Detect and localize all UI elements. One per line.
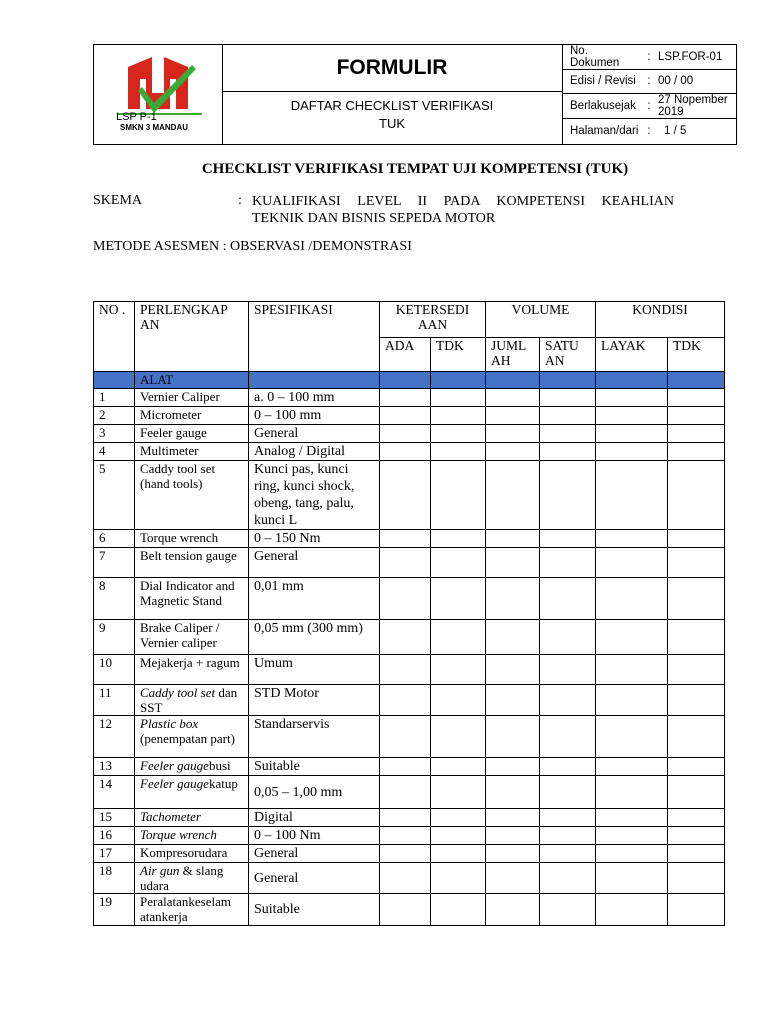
cell-tdk bbox=[431, 809, 486, 827]
table-row bbox=[94, 620, 725, 655]
cell-jumlah bbox=[486, 716, 540, 758]
logo-subtext: SMKN 3 MANDAU bbox=[120, 123, 188, 132]
cell-satuan bbox=[540, 894, 596, 926]
row-spec: Suitable bbox=[249, 758, 380, 776]
cell-tdk bbox=[431, 443, 486, 461]
header-jumlah: JUML AH bbox=[486, 338, 540, 372]
table-header-row bbox=[94, 302, 725, 338]
row-item: Feeler gauge bbox=[135, 425, 249, 443]
meta-halaman: Halaman/dari : 1 / 5 bbox=[562, 119, 736, 144]
meta-label: Halaman/dari bbox=[570, 124, 639, 137]
row-spec: 0,05 mm (300 mm) bbox=[249, 620, 380, 655]
row-spec: General bbox=[249, 863, 380, 894]
table-row bbox=[94, 530, 725, 548]
header-volume: VOLUME bbox=[486, 302, 596, 338]
cell-ada bbox=[380, 809, 431, 827]
cell-jumlah bbox=[486, 894, 540, 926]
row-number: 7 bbox=[94, 548, 135, 578]
row-item: Mejakerja + ragum bbox=[135, 655, 249, 685]
cell-tdk-kondisi bbox=[668, 530, 725, 548]
skema-value-line1: KUALIFIKASI LEVEL II PADA KOMPETENSI KEAHLIAN bbox=[252, 194, 674, 209]
row-spec: 0 – 100 mm bbox=[249, 407, 380, 425]
cell-satuan bbox=[540, 407, 596, 425]
cell-tdk bbox=[431, 758, 486, 776]
document-title: CHECKLIST VERIFIKASI TEMPAT UJI KOMPETENSI (TUK) bbox=[201, 161, 629, 177]
cell-tdk bbox=[431, 863, 486, 894]
cell-ada bbox=[380, 578, 431, 620]
header-tdk: TDK bbox=[431, 338, 486, 372]
row-item: Belt tension gauge bbox=[135, 548, 249, 578]
cell-jumlah bbox=[486, 620, 540, 655]
table-row bbox=[94, 716, 725, 758]
header-ada: ADA bbox=[380, 338, 431, 372]
cell-ada bbox=[380, 530, 431, 548]
cell-jumlah bbox=[486, 809, 540, 827]
header-ketersediaan: KETERSEDI AAN bbox=[380, 302, 486, 338]
cell-tdk-kondisi bbox=[668, 894, 725, 926]
row-item-italic: Torque wrench bbox=[140, 827, 217, 842]
row-item-rest: busi bbox=[208, 758, 231, 773]
form-subtitle-line2: TUK bbox=[379, 116, 405, 131]
row-number: 9 bbox=[94, 620, 135, 655]
table-body bbox=[94, 389, 725, 926]
cell-tdk bbox=[431, 389, 486, 407]
cell-tdk-kondisi bbox=[668, 827, 725, 845]
cell-layak bbox=[596, 809, 668, 827]
cell-jumlah bbox=[486, 827, 540, 845]
cell-tdk-kondisi bbox=[668, 548, 725, 578]
row-item-italic: Plastic box bbox=[140, 716, 199, 731]
cell-tdk bbox=[431, 776, 486, 809]
cell-ada bbox=[380, 776, 431, 809]
cell-ada bbox=[380, 685, 431, 716]
row-item: Multimeter bbox=[135, 443, 249, 461]
cell-tdk bbox=[431, 716, 486, 758]
row-number: 11 bbox=[94, 685, 135, 716]
form-subtitle bbox=[222, 92, 562, 133]
cell-satuan bbox=[540, 443, 596, 461]
table-row bbox=[94, 461, 725, 530]
row-spec: 0,05 – 1,00 mm bbox=[249, 776, 380, 809]
header-tdk-kondisi: TDK bbox=[668, 338, 725, 372]
row-spec: Analog / Digital bbox=[249, 443, 380, 461]
header-layak: LAYAK bbox=[596, 338, 668, 372]
header-spesifikasi: SPESIFIKASI bbox=[249, 302, 380, 372]
cell-tdk bbox=[431, 461, 486, 530]
cell-ada bbox=[380, 620, 431, 655]
cell-tdk-kondisi bbox=[668, 863, 725, 894]
cell-jumlah bbox=[486, 530, 540, 548]
row-number: 4 bbox=[94, 443, 135, 461]
header-no: NO . bbox=[94, 302, 135, 372]
row-item: Kompresorudara bbox=[135, 845, 249, 863]
document-meta bbox=[562, 45, 736, 144]
cell-jumlah bbox=[486, 443, 540, 461]
row-item-rest: katup bbox=[208, 776, 238, 791]
table-row bbox=[94, 776, 725, 809]
cell-satuan bbox=[540, 461, 596, 530]
table-row bbox=[94, 758, 725, 776]
cell-satuan bbox=[540, 863, 596, 894]
row-spec: General bbox=[249, 425, 380, 443]
row-item bbox=[135, 685, 249, 716]
header-perlengkapan: PERLENGKAP AN bbox=[135, 302, 249, 372]
cell-tdk-kondisi bbox=[668, 425, 725, 443]
skema-value-line2: TEKNIK DAN BISNIS SEPEDA MOTOR bbox=[252, 211, 496, 226]
row-item bbox=[135, 758, 249, 776]
cell-ada bbox=[380, 548, 431, 578]
cell-layak bbox=[596, 716, 668, 758]
row-item: Vernier Caliper bbox=[135, 389, 249, 407]
row-number: 16 bbox=[94, 827, 135, 845]
cell-ada bbox=[380, 845, 431, 863]
cell-tdk bbox=[431, 407, 486, 425]
row-item bbox=[135, 863, 249, 894]
row-item bbox=[135, 716, 249, 758]
meta-value: 1 / 5 bbox=[664, 124, 687, 137]
cell-tdk-kondisi bbox=[668, 776, 725, 809]
row-item: Caddy tool set (hand tools) bbox=[135, 461, 249, 530]
row-item: Peralatankeselam atankerja bbox=[135, 894, 249, 926]
cell-layak bbox=[596, 389, 668, 407]
cell-layak bbox=[596, 425, 668, 443]
checklist-table bbox=[93, 301, 725, 926]
row-number: 10 bbox=[94, 655, 135, 685]
section-label: ALAT bbox=[135, 372, 249, 389]
table-row bbox=[94, 845, 725, 863]
row-number: 19 bbox=[94, 894, 135, 926]
header-title-cell bbox=[222, 45, 563, 144]
cell-tdk-kondisi bbox=[668, 407, 725, 425]
form-header bbox=[93, 44, 737, 145]
cell-tdk-kondisi bbox=[668, 758, 725, 776]
cell-ada bbox=[380, 758, 431, 776]
section-row-alat bbox=[94, 372, 725, 389]
row-number: 3 bbox=[94, 425, 135, 443]
row-number: 2 bbox=[94, 407, 135, 425]
cell-satuan bbox=[540, 389, 596, 407]
row-number: 15 bbox=[94, 809, 135, 827]
cell-ada bbox=[380, 716, 431, 758]
cell-satuan bbox=[540, 845, 596, 863]
row-item: Torque wrench bbox=[135, 530, 249, 548]
cell-tdk-kondisi bbox=[668, 578, 725, 620]
cell-layak bbox=[596, 578, 668, 620]
table-row bbox=[94, 894, 725, 926]
skema-colon: : bbox=[238, 193, 242, 208]
row-item-italic: Feeler gauge bbox=[140, 758, 209, 773]
cell-jumlah bbox=[486, 461, 540, 530]
cell-ada bbox=[380, 827, 431, 845]
cell-layak bbox=[596, 863, 668, 894]
cell-layak bbox=[596, 530, 668, 548]
meta-label: Berlakusejak bbox=[570, 99, 636, 112]
row-item-italic: Caddy tool set bbox=[140, 685, 216, 700]
cell-jumlah bbox=[486, 389, 540, 407]
table-row bbox=[94, 389, 725, 407]
cell-layak bbox=[596, 548, 668, 578]
row-item bbox=[135, 776, 249, 809]
cell-jumlah bbox=[486, 776, 540, 809]
cell-tdk-kondisi bbox=[668, 620, 725, 655]
row-item-italic: Tachometer bbox=[140, 809, 201, 824]
row-item-rest: dan SST bbox=[140, 685, 238, 715]
cell-tdk-kondisi bbox=[668, 389, 725, 407]
cell-ada bbox=[380, 425, 431, 443]
cell-satuan bbox=[540, 809, 596, 827]
cell-tdk-kondisi bbox=[668, 845, 725, 863]
row-spec: a. 0 – 100 mm bbox=[249, 389, 380, 407]
meta-value: LSP.FOR-01 bbox=[658, 50, 723, 63]
row-number: 6 bbox=[94, 530, 135, 548]
row-number: 8 bbox=[94, 578, 135, 620]
cell-jumlah bbox=[486, 578, 540, 620]
cell-satuan bbox=[540, 655, 596, 685]
cell-tdk bbox=[431, 530, 486, 548]
cell-tdk bbox=[431, 548, 486, 578]
cell-ada bbox=[380, 894, 431, 926]
row-number: 17 bbox=[94, 845, 135, 863]
row-number: 18 bbox=[94, 863, 135, 894]
cell-layak bbox=[596, 894, 668, 926]
cell-tdk bbox=[431, 620, 486, 655]
table-row bbox=[94, 443, 725, 461]
table-row bbox=[94, 425, 725, 443]
cell-satuan bbox=[540, 548, 596, 578]
cell-layak bbox=[596, 776, 668, 809]
cell-tdk bbox=[431, 578, 486, 620]
header-kondisi: KONDISI bbox=[596, 302, 725, 338]
cell-tdk-kondisi bbox=[668, 716, 725, 758]
cell-layak bbox=[596, 461, 668, 530]
cell-satuan bbox=[540, 530, 596, 548]
row-spec: Suitable bbox=[249, 894, 380, 926]
cell-layak bbox=[596, 827, 668, 845]
cell-jumlah bbox=[486, 655, 540, 685]
meta-label: Edisi / Revisi bbox=[570, 75, 636, 88]
cell-layak bbox=[596, 845, 668, 863]
cell-ada bbox=[380, 407, 431, 425]
cell-tdk-kondisi bbox=[668, 461, 725, 530]
row-spec: General bbox=[249, 548, 380, 578]
row-number: 12 bbox=[94, 716, 135, 758]
cell-satuan bbox=[540, 716, 596, 758]
cell-ada bbox=[380, 461, 431, 530]
cell-satuan bbox=[540, 827, 596, 845]
meta-label: No. Dokumen bbox=[570, 44, 620, 69]
cell-satuan bbox=[540, 578, 596, 620]
cell-tdk bbox=[431, 827, 486, 845]
header-satuan: SATU AN bbox=[540, 338, 596, 372]
cell-tdk-kondisi bbox=[668, 655, 725, 685]
cell-jumlah bbox=[486, 548, 540, 578]
logo-text: LSP P-1 bbox=[116, 111, 157, 123]
row-item: Micrometer bbox=[135, 407, 249, 425]
row-spec: General bbox=[249, 845, 380, 863]
cell-jumlah bbox=[486, 407, 540, 425]
cell-ada bbox=[380, 443, 431, 461]
cell-satuan bbox=[540, 776, 596, 809]
table-row bbox=[94, 578, 725, 620]
form-subtitle-line1: DAFTAR CHECKLIST VERIFIKASI bbox=[290, 98, 494, 113]
table-row bbox=[94, 863, 725, 894]
table-row bbox=[94, 685, 725, 716]
row-item-italic: Feeler gauge bbox=[140, 776, 209, 791]
cell-ada bbox=[380, 863, 431, 894]
table-row bbox=[94, 827, 725, 845]
row-item-italic: Air gun bbox=[140, 863, 180, 878]
cell-layak bbox=[596, 407, 668, 425]
cell-tdk bbox=[431, 425, 486, 443]
row-spec: STD Motor bbox=[249, 685, 380, 716]
skema-label: SKEMA bbox=[93, 193, 143, 208]
cell-tdk-kondisi bbox=[668, 685, 725, 716]
row-spec: 0 – 100 Nm bbox=[249, 827, 380, 845]
cell-jumlah bbox=[486, 863, 540, 894]
cell-satuan bbox=[540, 425, 596, 443]
logo-cell bbox=[94, 45, 223, 144]
row-spec: 0 – 150 Nm bbox=[249, 530, 380, 548]
row-number: 13 bbox=[94, 758, 135, 776]
cell-satuan bbox=[540, 758, 596, 776]
metode-asesmen: METODE ASESMEN : OBSERVASI /DEMONSTRASI bbox=[93, 239, 412, 254]
cell-layak bbox=[596, 758, 668, 776]
cell-layak bbox=[596, 655, 668, 685]
cell-jumlah bbox=[486, 425, 540, 443]
table-row bbox=[94, 407, 725, 425]
cell-jumlah bbox=[486, 845, 540, 863]
cell-jumlah bbox=[486, 685, 540, 716]
row-spec: Digital bbox=[249, 809, 380, 827]
cell-layak bbox=[596, 443, 668, 461]
form-title: FORMULIR bbox=[222, 45, 562, 92]
cell-tdk bbox=[431, 894, 486, 926]
row-number: 14 bbox=[94, 776, 135, 809]
cell-tdk bbox=[431, 685, 486, 716]
row-item: Dial Indicator and Magnetic Stand bbox=[135, 578, 249, 620]
meta-berlaku: Berlakusejak : 27 Nopember 2019 bbox=[562, 94, 736, 119]
table-row bbox=[94, 809, 725, 827]
cell-tdk bbox=[431, 655, 486, 685]
cell-layak bbox=[596, 620, 668, 655]
table-row bbox=[94, 655, 725, 685]
meta-edisi: Edisi / Revisi : 00 / 00 bbox=[562, 70, 736, 95]
row-spec: Standarservis bbox=[249, 716, 380, 758]
row-number: 5 bbox=[94, 461, 135, 530]
cell-tdk-kondisi bbox=[668, 443, 725, 461]
row-item bbox=[135, 809, 249, 827]
row-number: 1 bbox=[94, 389, 135, 407]
row-item-rest: (penempatan part) bbox=[140, 731, 235, 746]
cell-satuan bbox=[540, 685, 596, 716]
meta-value: 27 Nopember 2019 bbox=[658, 93, 728, 118]
row-item: Brake Caliper / Vernier caliper bbox=[135, 620, 249, 655]
cell-tdk-kondisi bbox=[668, 809, 725, 827]
meta-value: 00 / 00 bbox=[658, 75, 694, 88]
row-spec: 0,01 mm bbox=[249, 578, 380, 620]
row-spec: Umum bbox=[249, 655, 380, 685]
row-spec: Kunci pas, kunci ring, kunci shock, obeng, tang, palu, kunci L bbox=[249, 461, 380, 530]
cell-jumlah bbox=[486, 758, 540, 776]
cell-tdk bbox=[431, 845, 486, 863]
row-item-rest: & slang udara bbox=[140, 863, 224, 893]
table-row bbox=[94, 548, 725, 578]
cell-ada bbox=[380, 389, 431, 407]
cell-satuan bbox=[540, 620, 596, 655]
row-item bbox=[135, 827, 249, 845]
cell-ada bbox=[380, 655, 431, 685]
cell-layak bbox=[596, 685, 668, 716]
meta-no-dokumen: No. Dokumen : LSP.FOR-01 bbox=[562, 45, 736, 70]
